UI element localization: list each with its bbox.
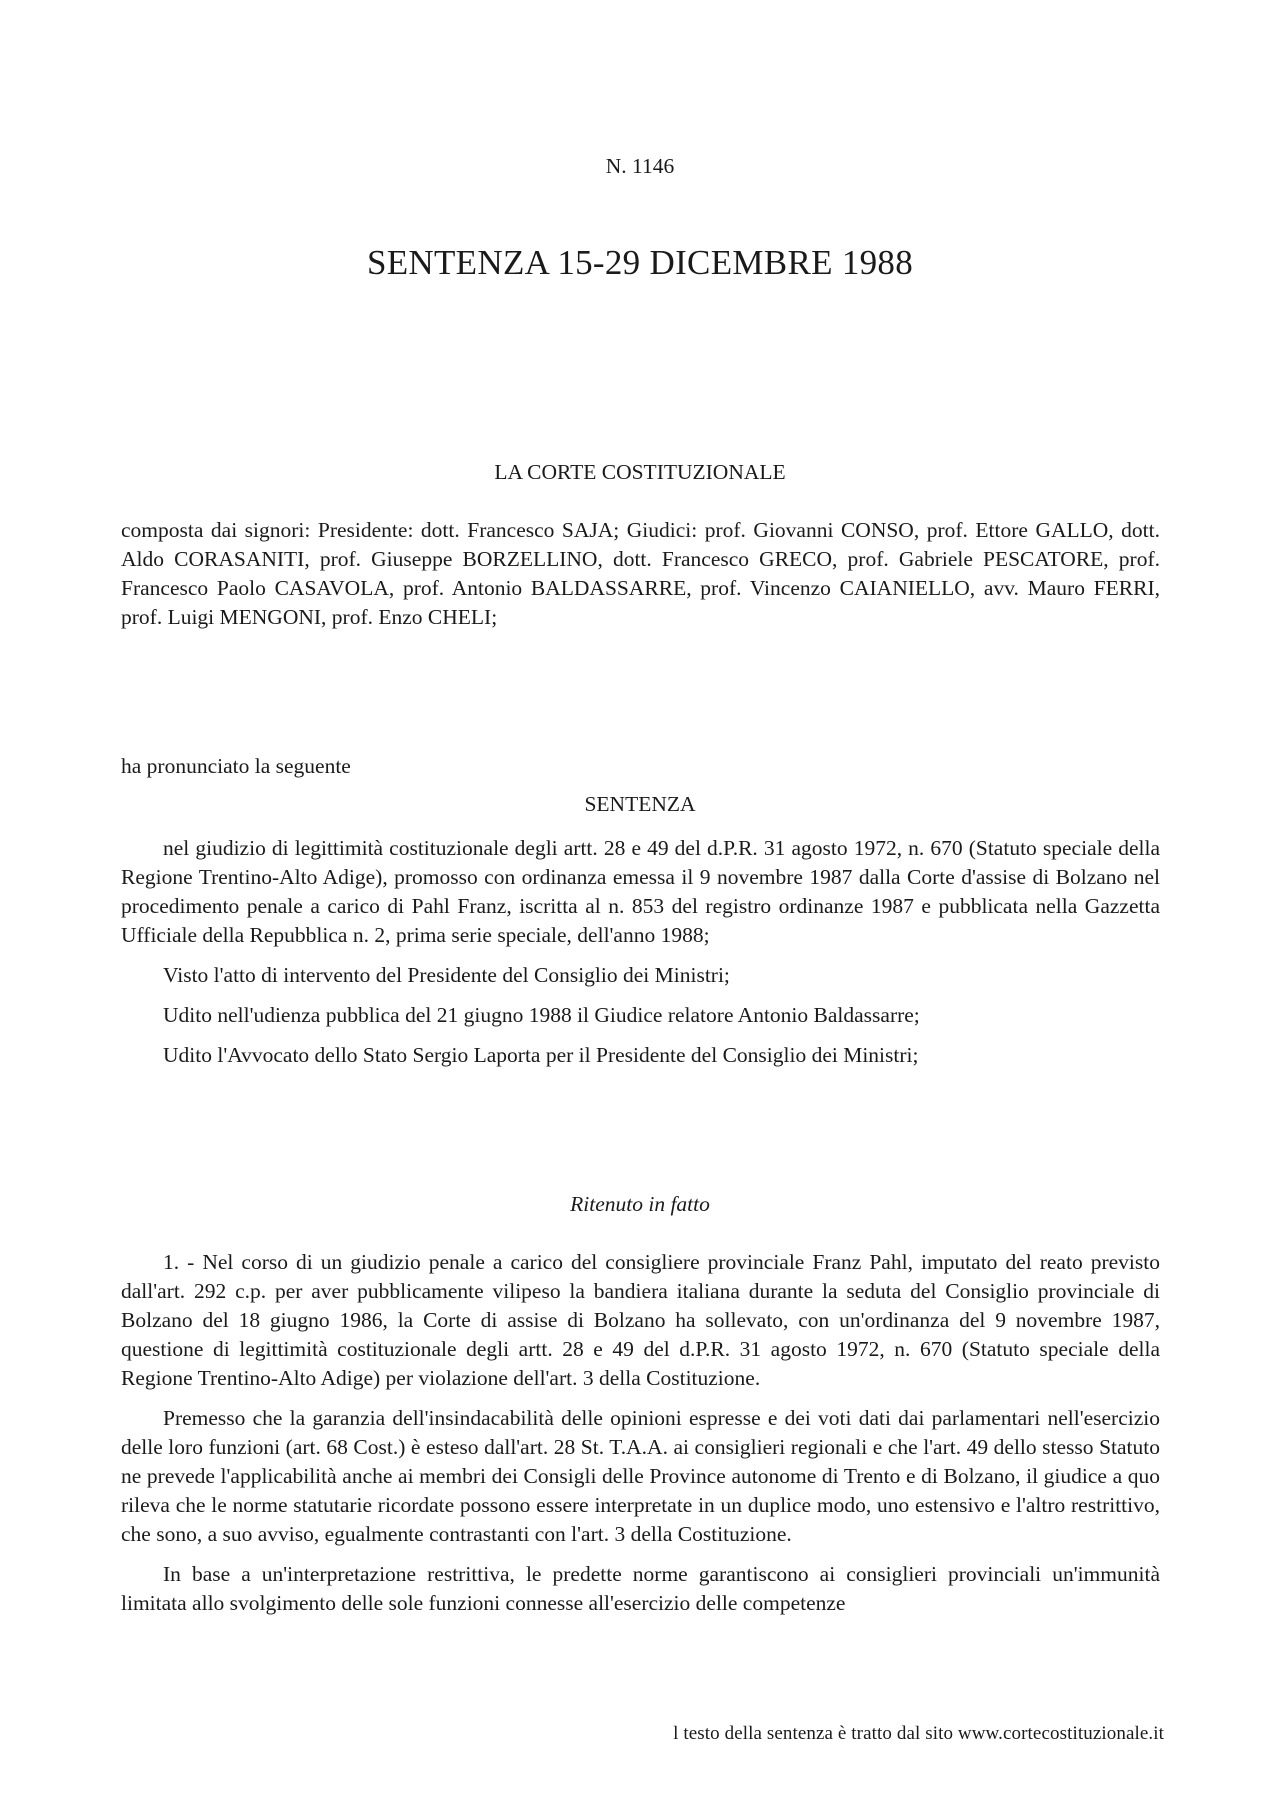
section-heading-fatto: Ritenuto in fatto (570, 1192, 710, 1216)
page-footer: l testo della sentenza è tratto dal sito www.cortecostituzionale.it (673, 1723, 1164, 1744)
udito-avvocato-paragraph: Udito l'Avvocato dello Stato Sergio Laporta per il Presidente del Consiglio dei Ministri; (163, 1043, 919, 1067)
fatto-paragraph: Premesso che la garanzia dell'insindacabilità delle opinioni espresse e dei voti dati dai parlamentari nell'esercizio delle loro funzioni (art. 68 Cost.) è esteso dall'art. 28 St. T.A.A. ai consiglieri regionali e che l'art. 49 dello stesso Statuto ne prevede l'applicabilità anche ai membri dei Consigli delle Province autonome di Trento e di Bolzano, il giudice a quo rileva che le norme statutarie ricordate possono essere interpretate in un duplice modo, uno estensivo e l'altro restrittivo, che sono, a suo avviso, egualmente contrastanti con l'art. 3 della Costituzione. (121, 1406, 1160, 1546)
sentence-number: N. 1146 (605, 154, 675, 178)
court-composition (121, 516, 1160, 632)
sentence-heading: SENTENZA (584, 792, 696, 816)
fatto-paragraph: 1. - Nel corso di un giudizio penale a carico del consigliere provinciale Franz Pahl, imputato del reato previsto dall'art. 292 c.p. per aver pubblicamente vilipeso la bandiera italiana durante la seduta del Consiglio provinciale di Bolzano del 18 giugno 1986, la Corte di assise di Bolzano ha sollevato, con un'ordinanza del 9 novembre 1987, questione di legittimità costituzionale degli artt. 28 e 49 del d.P.R. 31 agosto 1972, n. 670 (Statuto speciale della Regione Trentino-Alto Adige) per violazione dell'art. 3 della Costituzione. (121, 1250, 1160, 1390)
fatto-section (121, 1248, 1160, 1618)
page-title: SENTENZA 15-29 DICEMBRE 1988 (366, 243, 914, 282)
court-name: LA CORTE COSTITUZIONALE (494, 460, 786, 484)
giudizio-section (121, 834, 1160, 1081)
pronounced-line (121, 752, 1160, 781)
visto-paragraph: Visto l'atto di intervento del Presidente del Consiglio dei Ministri; (163, 963, 730, 987)
pronounced-text: ha pronunciato la seguente (121, 754, 351, 778)
giudizio-intro: nel giudizio di legittimità costituzionale degli artt. 28 e 49 del d.P.R. 31 agosto 1972, n. 670 (Statuto speciale della Regione Trentino-Alto Adige), promosso con ordinanza emessa il 9 novembre 1987 dalla Corte d'assise di Bolzano nel procedimento penale a carico di Pahl Franz, iscritta al n. 853 del registro ordinanze 1987 e pubblicata nella Gazzetta Ufficiale della Repubblica n. 2, prima serie speciale, dell'anno 1988; (121, 836, 1160, 947)
udito-udienza-paragraph: Udito nell'udienza pubblica del 21 giugno 1988 il Giudice relatore Antonio Baldassarre; (163, 1003, 920, 1027)
fatto-paragraph: In base a un'interpretazione restrittiva, le predette norme garantiscono ai consiglieri provinciali un'immunità limitata allo svolgimento delle sole funzioni connesse all'esercizio delle competenze (121, 1562, 1160, 1615)
composition-text: composta dai signori: Presidente: dott. Francesco SAJA; Giudici: prof. Giovanni CONSO, prof. Ettore GALLO, dott. Aldo CORASANITI, prof. Giuseppe BORZELLINO, dott. Francesco GRECO, prof. Gabriele PESCATORE, prof. Francesco Paolo CASAVOLA, prof. Antonio BALDASSARRE, prof. Vincenzo CAIANIELLO, avv. Mauro FERRI, prof. Luigi MENGONI, prof. Enzo CHELI; (121, 518, 1160, 629)
